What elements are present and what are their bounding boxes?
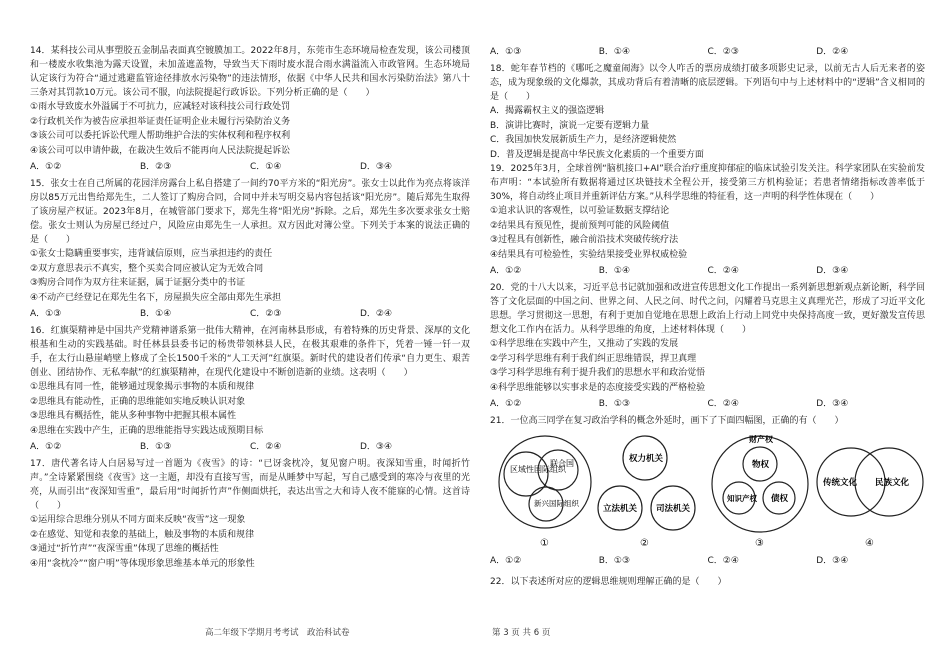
fig1-label-outer-a: 区域性国际组织 — [510, 465, 566, 474]
q19-option-3: ③过程具有创新性，融合前沿技术突破传统疗法 — [490, 235, 679, 245]
question-15: 15．张女士在自己所属的花园洋房露台上私自搭建了一间约70平方米的“阳光房”。张女士以此作为亮点将该洋房以85万元出售给郑先生，二人签订了购房合同，合同中并未写明交易内容包括该“阳光房”。随后郑先生取得了该房屋产权证。2023年8月，在城管部门要求下，郑先生将“阳光房”拆除。之后，郑先生多次要求张女士赔偿。张女士则认为房屋已经过户，风险应由郑先生一人承担。双方因此对簿公堂。下列关于本案的说法正确的是（ ） — [30, 179, 470, 245]
q14-option-2: ②行政机关作为被告应承担举证责任证明企业未履行污染防治义务 — [30, 116, 291, 127]
fig1-number: ① — [540, 538, 549, 549]
q19-answer-d: D．③④ — [816, 266, 849, 276]
q19-answer-b: B．①④ — [598, 266, 631, 276]
q20-answer-c: C．②④ — [707, 399, 739, 409]
question-21: 21．一位高三同学在复习政治学科的概念外延时，画下了下面四幅图，正确的有（ ） — [490, 416, 844, 426]
fig4-label-right: 民族文化 — [875, 478, 910, 488]
q19-option-4: ④结果具有可检验性，实验结果接受业界权威检验 — [490, 249, 688, 260]
q21-answer-c: C．②④ — [707, 556, 739, 566]
q21-answer-d: D．③④ — [816, 556, 849, 566]
q14-answers — [30, 159, 470, 175]
q15-answer-d: D．②④ — [360, 309, 393, 319]
q14-option-4: ④该公司可以申请仲裁，在裁决生效后不能再向人民法院提起诉讼 — [30, 145, 291, 156]
fig1-label-outer-b: 联合国 — [550, 459, 574, 468]
q17-answer-b: B．①④ — [598, 47, 631, 57]
q17-answer-c: C．②③ — [707, 47, 739, 57]
q17-option-2: ②在感觉、知觉和表象的基础上，触及事物的本质和规律 — [30, 529, 255, 540]
footer-left: 高二年级下学期月考考试 政治科试卷 — [205, 628, 350, 638]
q14-answer-a: A．①② — [30, 162, 62, 172]
fig4-number: ④ — [865, 538, 874, 549]
q19-answer-c: C．②④ — [707, 266, 739, 276]
q21-figures — [490, 432, 925, 552]
q18-option-b: B．演讲比赛时，演说一定要有逻辑力量 — [490, 120, 650, 131]
q15-answers — [30, 306, 470, 322]
q20-option-4: ④科学思维能够以实事求是的态度接受实践的严格检验 — [490, 382, 706, 393]
q16-answer-d: D．③④ — [360, 442, 393, 452]
q21-figure-1 — [490, 432, 600, 554]
q18-option-a: A．揭露霸权主义的强盗逻辑 — [490, 106, 605, 116]
q20-answer-a: A．①② — [490, 399, 522, 409]
right-column — [490, 44, 925, 589]
q16-option-3: ③思维具有概括性，能从多种事物中把握其根本属性 — [30, 411, 237, 421]
q17-answer-a: A．①③ — [490, 47, 522, 57]
q18-option-d: D．普及逻辑是提高中华民族文化素质的一个重要方面 — [490, 149, 704, 160]
q19-answer-a: A．①② — [490, 266, 522, 276]
q20-answer-d: D．③④ — [816, 399, 849, 409]
q18-option-c: C．我国加快发展新质生产力，是经济逻辑使然 — [490, 135, 677, 145]
fig2-label-left: 立法机关 — [603, 504, 638, 514]
q14-answer-b: B．②③ — [140, 162, 172, 172]
q14-answer-d: D．③④ — [360, 162, 393, 172]
q15-answer-a: A．①③ — [30, 309, 62, 319]
footer-right: 第 3 页 共 6 页 — [492, 628, 551, 638]
q15-option-2: ②双方意思表示不真实，整个买卖合同应被认定为无效合同 — [30, 263, 264, 274]
fig2-label-right: 司法机关 — [656, 504, 691, 514]
fig3-number: ③ — [755, 538, 764, 549]
question-19: 19．2025年3月，全球首例“脑机接口+AI”联合治疗重度抑郁症的临床试验引发关注。科学家团队在实验前发布声明：“本试验所有数据将通过区块链技术全程公开，接受第三方机构验证；若患者情绪指标改善率低于30%，将自动终止项目并重新评估方案。”从科学思维的特征看，这一声明的科学性体现在（ ） — [490, 164, 925, 202]
venn-diagram-4 — [815, 432, 925, 550]
q15-option-1: ①张女士隐瞒重要事实，违背诚信原则，应当承担违约的责任 — [30, 249, 273, 259]
question-17: 17．唐代著名诗人白居易写过一首题为《夜雪》的诗：“已讶衾枕冷，复见窗户明。夜深知雪重，时闻折竹声。”全诗紧紧围绕《夜雪》这一主题，却没有直接写雪，而是从睡梦中写起，写自己感受到的寒冷与夜里的光亮，从而引出“夜深知雪重”，最后用“时闻折竹声”作侧面烘托，表达出雪之大和诗人夜不能寐的心情。这首诗（ ） — [30, 459, 470, 511]
q15-option-3: ③购房合同作为双方往来证据，属于证据分类中的书证 — [30, 278, 246, 288]
fig4-label-left: 传统文化 — [823, 478, 858, 488]
fig1-label-inner: 新兴国际组织 — [534, 499, 579, 508]
left-column — [30, 44, 470, 571]
fig3-label-a: 物权 — [752, 460, 770, 470]
q16-answer-c: C．②④ — [250, 442, 282, 452]
q19-option-1: ①追求认识的客观性，以可验证数据支撑结论 — [490, 206, 670, 216]
q16-answers — [30, 439, 470, 455]
q17-answer-d: D．②④ — [816, 47, 849, 57]
q20-answer-b: B．①③ — [598, 399, 631, 409]
fig1-outer-circle — [499, 436, 591, 528]
q16-option-2: ②思维具有能动性，正确的思维能如实地反映认识对象 — [30, 396, 246, 407]
fig3-outer-circle — [712, 436, 808, 532]
question-16: 16．红旗渠精神是中国共产党精神谱系第一批伟大精神，在河南林县形成，有着特殊的历史背景、深厚的文化根基和生动的实践基础。时任林县县委书记的杨贵带领林县人民，在极其艰难的条件下，凭着一锤一钎一双手，在太行山悬崖峭壁上修成了全长1500千米的“人工天河”红旗渠。新时代的建设者们传承“自力更生、艰苦创业、团结协作、无私奉献”的红旗渠精神，在现代化建设中不断创造新的业绩。这表明（ ） — [30, 326, 470, 378]
q16-option-4: ④思维在实践中产生，正确的思维能指导实践达成预期目标 — [30, 425, 264, 436]
venn-diagram-3 — [705, 432, 815, 550]
fig2-number: ② — [640, 538, 649, 549]
q17-option-1: ①运用综合思维分别从不同方面来反映“夜雪”这一现象 — [30, 515, 246, 525]
q19-option-2: ②结果具有预见性，提前预判可能的风险阈值 — [490, 220, 670, 231]
q20-option-3: ③学习科学思维有利于提升我们的思想水平和政治觉悟 — [490, 368, 706, 378]
q16-answer-b: B．①③ — [140, 442, 172, 452]
question-18: 18．蛇年春节档的《哪吒之魔童闹海》以令人咋舌的票房成绩打破多项影史记录，以前无古人后无来者的姿态，成为现象级的文化爆款，其成功背后有着清晰的底层逻辑。下列语句中与上述材料中的“逻辑”含义相同的是（ ） — [490, 64, 925, 102]
fig3-label-c: 债权 — [771, 494, 789, 504]
q19-answers — [490, 263, 925, 279]
question-20: 20．党的十八大以来，习近平总书记就加强和改进宣传思想文化工作提出一系列新思想新观点新论断，科学回答了文化层面的中国之问、世界之问、人民之问、时代之问，闪耀着马克思主义真理光芒，形成了习近平文化思想。学习贯彻这一思想，有利于更加自觉地在思想上政治上行动上同党中央保持高度一致，更好激发宣传思想文化工作内在活力。从科学思维的角度，上述材料体现（ ） — [490, 283, 925, 335]
venn-diagram-2 — [595, 432, 705, 550]
q20-answers — [490, 396, 925, 412]
fig2-label-top: 权力机关 — [629, 454, 664, 464]
question-14: 14．某科技公司从事塑胶五金制品表面真空镀膜加工。2022年8月，东莞市生态环境局检查发现，该公司楼顶和一楼废水收集池为露天设置，未加盖遮盖物，导致当天下雨时废水混合雨水满溢流入市政管网。生态环境局认定该行为符合“通过逃避监管途径排放水污染物”的违法情形，依据《中华人民共和国水污染防治法》第八十三条对其罚款10万元。该公司不服，向法院提起行政诉讼。下列分析正确的是（ ） — [30, 46, 470, 98]
q14-option-3: ③该公司可以委托诉讼代理人帮助维护合法的实体权利和程序权利 — [30, 131, 291, 141]
q14-option-1: ①雨水导致废水外溢属于不可抗力，应减轻对该科技公司行政处罚 — [30, 102, 291, 112]
q20-option-2: ②学习科学思维有利于我们纠正思维错误，捍卫真理 — [490, 353, 697, 364]
q21-answers — [490, 553, 925, 569]
q16-answer-a: A．①② — [30, 442, 62, 452]
q17-answers — [490, 44, 925, 60]
q15-answer-c: C．②③ — [250, 309, 282, 319]
q21-figure-2 — [595, 432, 705, 554]
q17-option-4: ④用“衾枕冷”“窗户明”等体现形象思维基本单元的形象性 — [30, 558, 255, 569]
q21-figure-3 — [705, 432, 815, 554]
fig3-label-outer: 财产权 — [749, 435, 773, 444]
q15-answer-b: B．①④ — [140, 309, 172, 319]
q20-option-1: ①科学思维在实践中产生，又推动了实践的发展 — [490, 339, 679, 349]
q21-answer-b: B．①③ — [598, 556, 631, 566]
q14-answer-c: C．①④ — [250, 162, 282, 172]
question-22: 22．以下表述所对应的逻辑思维规则理解正确的是（ ） — [490, 577, 727, 587]
fig3-label-b: 知识产权 — [727, 494, 757, 503]
q21-figure-4 — [815, 432, 925, 554]
q16-option-1: ①思维具有同一性，能够通过现象揭示事物的本质和规律 — [30, 382, 255, 392]
q17-option-3: ③通过“折竹声”“夜深雪重”体现了思维的概括性 — [30, 544, 219, 554]
q21-answer-a: A．①② — [490, 556, 522, 566]
q15-option-4: ④不动产已经登记在郑先生名下，房屋损失应全部由郑先生承担 — [30, 292, 282, 303]
venn-diagram-1 — [490, 432, 600, 550]
